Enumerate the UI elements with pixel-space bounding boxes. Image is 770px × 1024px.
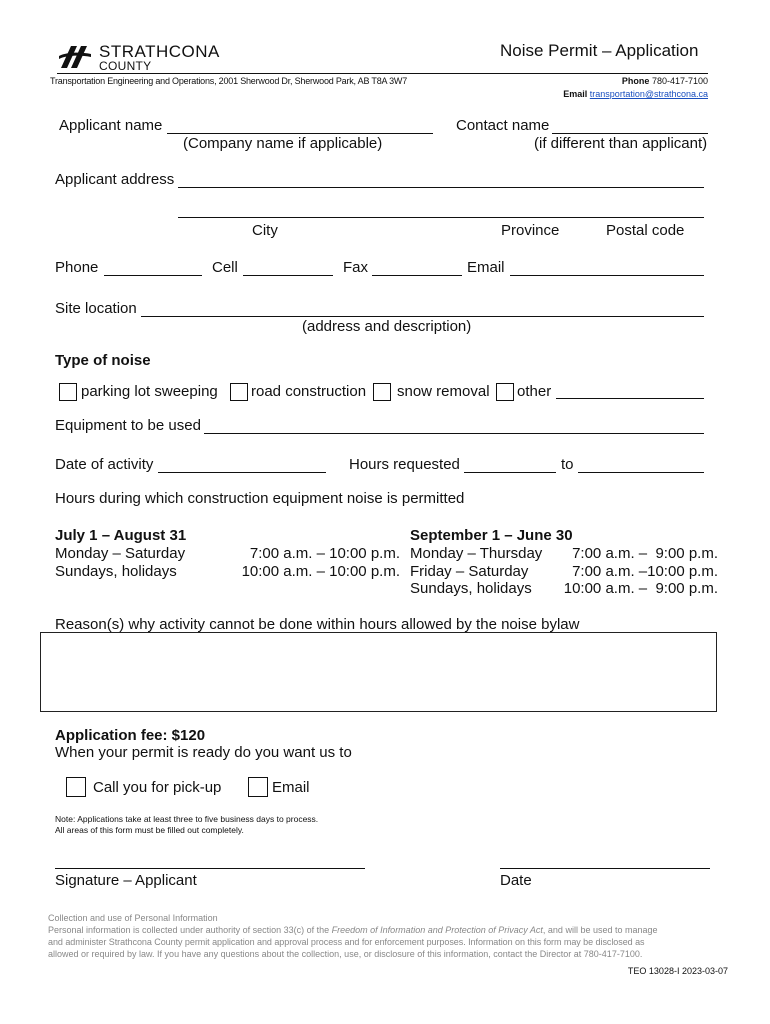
snow-removal-checkbox[interactable] xyxy=(373,383,391,401)
applicant-address-label: Applicant address xyxy=(55,171,175,188)
site-location-field[interactable] xyxy=(141,316,704,317)
road-construction-checkbox[interactable] xyxy=(230,383,248,401)
hours-to-field[interactable] xyxy=(578,472,704,473)
date-of-activity-label: Date of activity xyxy=(55,456,154,473)
org-name: STRATHCONA xyxy=(99,42,220,61)
fax-field[interactable] xyxy=(372,275,462,276)
privacy-line-1 xyxy=(48,925,658,935)
applicant-name-field[interactable] xyxy=(167,133,433,134)
date-signed-label: Date xyxy=(500,872,532,889)
phone-field[interactable] xyxy=(104,275,202,276)
hours-from-field[interactable] xyxy=(464,472,556,473)
hours-requested-label: Hours requested xyxy=(349,456,460,473)
call-for-pickup-checkbox[interactable] xyxy=(66,777,86,797)
other-label: other xyxy=(517,383,552,400)
winter-row-3-days: Sundays, holidays xyxy=(410,580,532,597)
winter-row-3-time: 10:00 a.m. – 9:00 p.m. xyxy=(563,580,718,597)
applicant-name-hint: (Company name if applicable) xyxy=(183,135,383,152)
email-option-checkbox[interactable] xyxy=(248,777,268,797)
site-location-hint: (address and description) xyxy=(302,318,472,335)
privacy-line-1-a: Personal information is collected under authority of section 33(c) of the xyxy=(48,925,332,935)
phone-value: 780-417-7100 xyxy=(651,76,708,86)
road-construction-label: road construction xyxy=(251,383,367,400)
winter-heading: September 1 – June 30 xyxy=(410,527,573,544)
postal-code-label: Postal code xyxy=(606,222,685,239)
other-checkbox[interactable] xyxy=(496,383,514,401)
header-rule xyxy=(57,73,708,74)
address-line-1[interactable] xyxy=(178,187,704,188)
date-of-activity-field[interactable] xyxy=(158,472,326,473)
reason-textarea[interactable] xyxy=(40,632,717,712)
reason-label: Reason(s) why activity cannot be done within hours allowed by the noise bylaw xyxy=(55,616,580,633)
winter-row-1-days: Monday – Thursday xyxy=(410,545,543,562)
cell-field[interactable] xyxy=(243,275,333,276)
privacy-line-3: allowed or required by law. If you have any questions about the collection, use, or disclosure of this information, contact the Director at 780-417-7100. xyxy=(48,949,643,959)
org-subname: COUNTY xyxy=(99,59,152,73)
equipment-field[interactable] xyxy=(204,433,704,434)
signature-label: Signature – Applicant xyxy=(55,872,197,889)
city-label: City xyxy=(252,222,278,239)
site-location-label: Site location xyxy=(55,300,137,317)
summer-row-2-time: 10:00 a.m. – 10:00 p.m. xyxy=(241,563,400,580)
phone-label: Phone xyxy=(55,259,99,276)
permitted-hours-intro: Hours during which construction equipment noise is permitted xyxy=(55,490,465,507)
contact-name-field[interactable] xyxy=(552,133,708,134)
strathcona-logo-icon xyxy=(57,44,93,70)
privacy-line-2: and administer Strathcona County permit application and approval process and for enforcement purposes. Information on this form may be disclosed as xyxy=(48,937,645,947)
form-title: Noise Permit – Application xyxy=(500,41,699,60)
application-fee-heading: Application fee: $120 xyxy=(55,727,206,744)
summer-row-1-time: 7:00 a.m. – 10:00 p.m. xyxy=(249,545,400,562)
summer-heading: July 1 – August 31 xyxy=(55,527,187,544)
winter-row-2-days: Friday – Saturday xyxy=(410,563,529,580)
cell-label: Cell xyxy=(212,259,238,276)
winter-row-1-time: 7:00 a.m. – 9:00 p.m. xyxy=(572,545,718,562)
contact-phone xyxy=(500,76,708,86)
email-link[interactable]: transportation@strathcona.ca xyxy=(589,89,708,99)
completion-note: All areas of this form must be filled out completely. xyxy=(55,825,244,835)
province-label: Province xyxy=(501,222,560,239)
email-field-label: Email xyxy=(467,259,505,276)
email-option-label: Email xyxy=(272,779,310,796)
privacy-act-name: Freedom of Information and Protection of Privacy Act xyxy=(331,925,543,935)
hours-to-label: to xyxy=(561,456,574,473)
summer-row-2-days: Sundays, holidays xyxy=(55,563,177,580)
contact-email xyxy=(480,89,708,99)
other-field[interactable] xyxy=(556,398,704,399)
parking-lot-sweeping-checkbox[interactable] xyxy=(59,383,77,401)
applicant-name-label: Applicant name xyxy=(59,117,163,134)
snow-removal-label: snow removal xyxy=(397,383,490,400)
address-line-2[interactable] xyxy=(178,217,704,218)
winter-row-2-time: 7:00 a.m. –10:00 p.m. xyxy=(572,563,718,580)
signature-field[interactable] xyxy=(55,868,365,869)
contact-name-label: Contact name xyxy=(456,117,550,134)
privacy-heading: Collection and use of Personal Information xyxy=(48,913,218,923)
department-address: Transportation Engineering and Operations, 2001 Sherwood Dr, Sherwood Park, AB T8A 3W7 xyxy=(50,76,408,86)
parking-lot-sweeping-label: parking lot sweeping xyxy=(81,383,218,400)
privacy-line-1-b: , and will be used to manage xyxy=(542,925,658,935)
date-signed-field[interactable] xyxy=(500,868,710,869)
email-field[interactable] xyxy=(510,275,704,276)
form-code: TEO 13028-I 2023-03-07 xyxy=(627,966,728,976)
pickup-question: When your permit is ready do you want us to xyxy=(55,744,352,761)
processing-note: Note: Applications take at least three to five business days to process. xyxy=(55,814,319,824)
summer-row-1-days: Monday – Saturday xyxy=(55,545,186,562)
call-for-pickup-label: Call you for pick-up xyxy=(93,779,222,796)
phone-label: Phone xyxy=(621,76,650,86)
equipment-label: Equipment to be used xyxy=(55,417,201,434)
contact-name-hint: (if different than applicant) xyxy=(534,135,708,152)
email-label: Email xyxy=(563,89,588,99)
fax-label: Fax xyxy=(343,259,369,276)
type-of-noise-heading: Type of noise xyxy=(55,352,151,369)
